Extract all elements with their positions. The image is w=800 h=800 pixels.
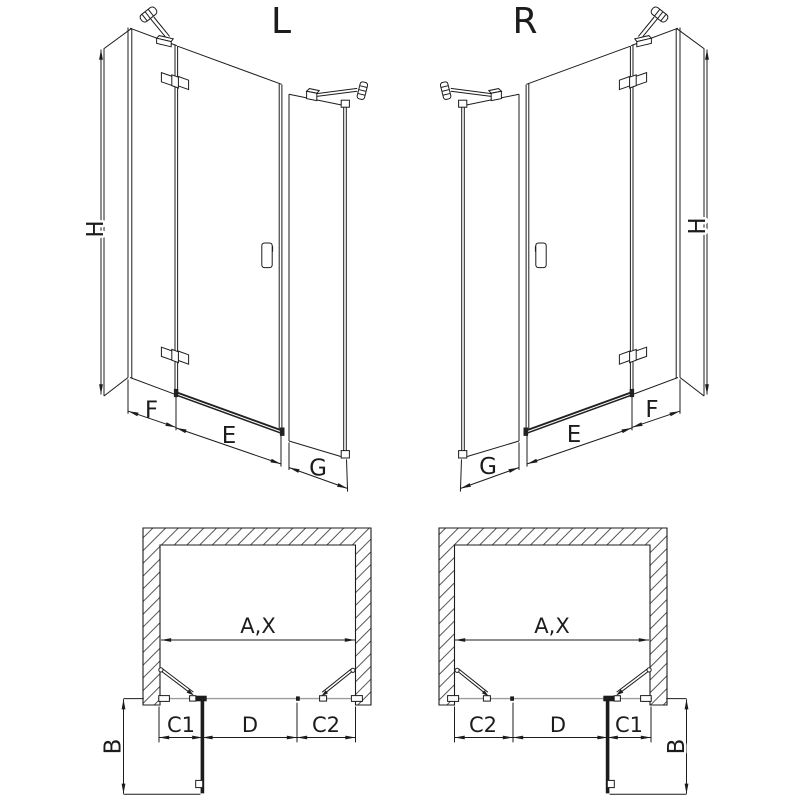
elevation-left-geometry xyxy=(101,6,368,492)
extension-label-right: G xyxy=(479,454,497,480)
segment-label-right-3: C1 xyxy=(614,713,644,737)
fixed-panel-label-right: F xyxy=(645,397,659,423)
plan-right xyxy=(439,528,690,794)
fixed-panel-label-left: F xyxy=(144,397,159,424)
segment-label-left-1: C1 xyxy=(166,713,196,737)
depth-label-left: B xyxy=(100,738,127,755)
plan-left xyxy=(101,528,372,794)
extension-label-left: G xyxy=(309,455,327,482)
elevation-right-geometry xyxy=(440,6,707,492)
segment-label-right-2: D xyxy=(549,713,567,737)
opening-width-label-left: A,X xyxy=(240,614,276,638)
door-label-left: E xyxy=(221,423,237,449)
elevation-right xyxy=(440,1,711,492)
opening-width-label-right: A,X xyxy=(534,614,570,638)
segment-label-left-3: C2 xyxy=(311,713,341,737)
height-label-left: H xyxy=(83,220,109,238)
depth-label-right: B xyxy=(664,738,690,755)
door-label-right: E xyxy=(566,422,582,448)
elevation-right-title: R xyxy=(512,1,538,42)
segment-label-left-2: D xyxy=(241,713,259,737)
height-label-right: H xyxy=(685,217,711,235)
segment-label-right-1: C2 xyxy=(468,713,498,737)
elevation-left xyxy=(83,1,368,492)
elevation-left-title: L xyxy=(270,1,292,42)
